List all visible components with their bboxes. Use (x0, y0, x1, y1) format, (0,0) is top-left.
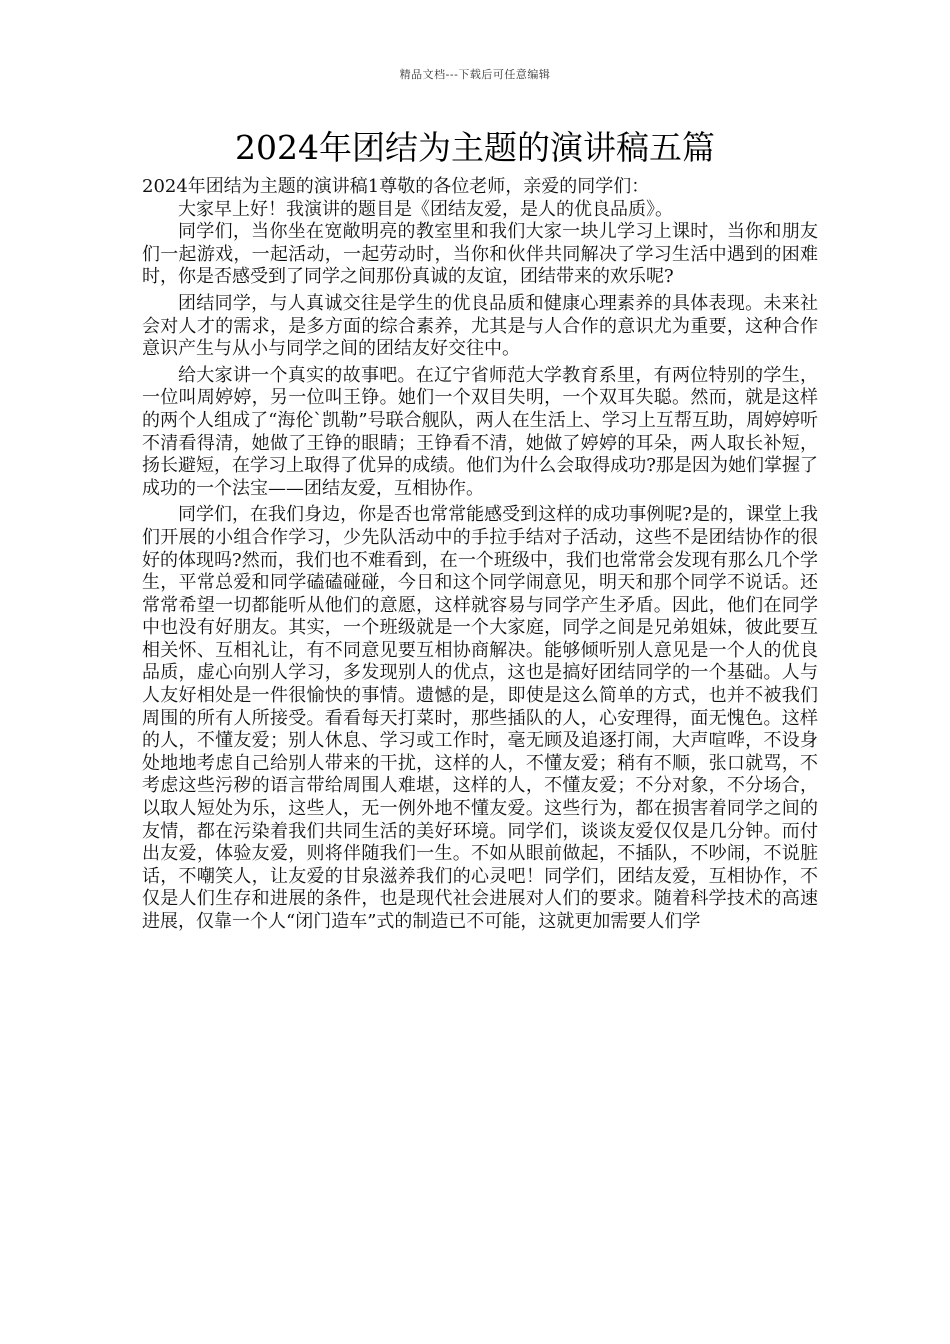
page-header: 精品文档---下载后可任意编辑 (399, 68, 551, 81)
paragraph-greeting: 大家早上好！我演讲的题目是《团结友爱，是人的优良品质》。 (178, 198, 673, 220)
paragraph: 同学们，当你坐在宽敞明亮的教室里和我们大家一块儿学习上课时，当你和朋友们一起游戏，一起活动，一起劳动时，当你和伙伴共同解决了学习生活中遇到的困难时，你是否感受到了同学之间那份真诚的友谊，团结带来的欢乐呢? (142, 221, 818, 288)
document-title: 2024年团结为主题的演讲稿五篇 (235, 128, 715, 167)
paragraph-opening: 2024年团结为主题的演讲稿1尊敬的各位老师，亲爱的同学们： (142, 176, 650, 197)
paragraph: 团结同学，与人真诚交往是学生的优良品质和健康心理素养的具体表现。未来社会对人才的需求，是多方面的综合素养，尤其是与人合作的意识尤为重要，这种合作意识产生与从小与同学之间的团结友好交往中。 (142, 292, 818, 360)
document-body (142, 176, 818, 934)
paragraph: 给大家讲一个真实的故事吧。在辽宁省师范大学教育系里，有两位特别的学生，一位叫周婷婷，另一位叫王铮。她们一个双目失明，一个双耳失聪。然而，就是这样的两个人组成了“海伦`凯勒”号联合舰队，两人在生活上、学习上互帮互助，周婷婷听不清看得清，她做了王铮的眼睛；王铮看不清，她做了婷婷的耳朵，两人取长补短，扬长避短，在学习上取得了优异的成绩。他们为什么会取得成功?那是因为她们掌握了成功的一个法宝——团结友爱，互相协作。 (142, 364, 818, 499)
paragraph: 同学们，在我们身边，你是否也常常能感受到这样的成功事例呢?是的，课堂上我们开展的小组合作学习，少先队活动中的手拉手结对子活动，这些不是团结协作的很好的体现吗?然而，我们也不难看到，在一个班级中，我们也常常会发现有那么几个学生，平常总爱和同学磕磕碰碰，今日和这个同学闹意见，明天和那个同学不说话。还常常希望一切都能听从他们的意愿，这样就容易与同学产生矛盾。因此，他们在同学中也没有好朋友。其实，一个班级就是一个大家庭，同学之间是兄弟姐妹，彼此要互相关怀、互相礼让，有不同意见要互相协商解决。能够倾听别人意见是一个人的优良品质，虚心向别人学习，多发现别人的优点，这也是搞好团结同学的一个基础。人与人友好相处是一件很愉快的事情。遗憾的是，即使是这么简单的方式，也并不被我们周围的所有人所接受。看看每天打菜时，那些插队的人，心安理得，面无愧色。这样的人，不懂友爱；别人休息、学习或工作时，毫无顾及追逐打闹，大声喧哗，不设身处地地考虑自己给别人带来的干扰，这样的人，不懂友爱；稍有不顺，张口就骂，不考虑这些污秽的语言带给周围人难堪，这样的人，不懂友爱；不分对象，不分场合，以取人短处为乐，这些人，无一例外地不懂友爱。这些行为，都在损害着同学之间的友情，都在污染着我们共同生活的美好环境。同学们，谈谈友爱仅仅是几分钟。而付出友爱，体验友爱，则将伴随我们一生。不如从眼前做起，不插队，不吵闹，不说脏话，不嘲笑人，让友爱的甘泉滋养我们的心灵吧！同学们，团结友爱，互相协作，不仅是人们生存和进展的条件，也是现代社会进展对人们的要求。随着科学技术的高速进展，仅靠一个人“闭门造车”式的制造已不可能，这就更加需要人们学 (142, 504, 818, 932)
